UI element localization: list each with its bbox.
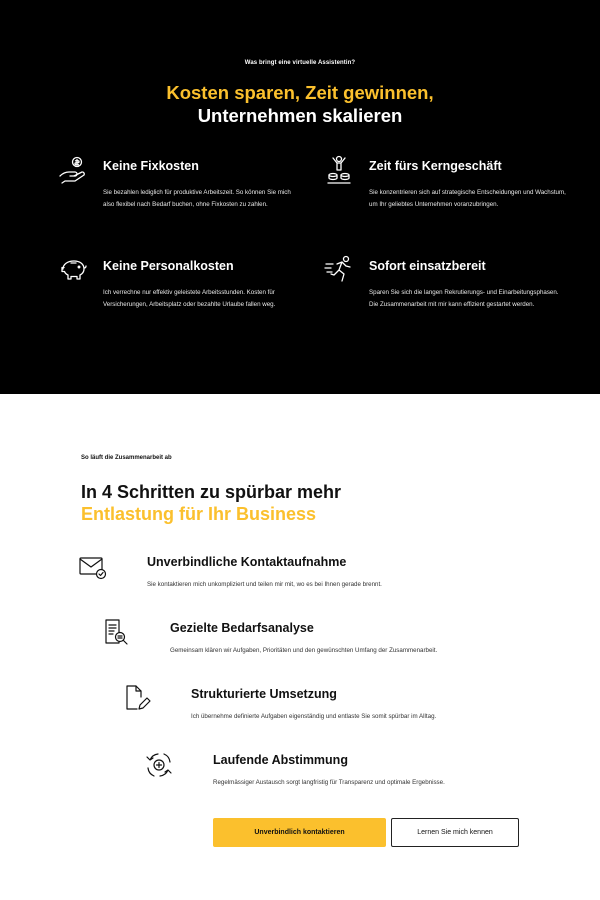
benefits-title: [0, 81, 600, 127]
benefit-text: Sie konzentrieren sich auf strategische Entscheidungen und Wachstum, um Ihr geliebtes Unternehmen voranzubringen.: [369, 189, 566, 209]
step-title: Strukturierte Umsetzung: [191, 687, 337, 701]
benefits-section: [0, 0, 600, 394]
document-pen-icon: [121, 683, 153, 715]
piggy-bank-icon: [57, 254, 89, 286]
sync-plus-icon: [143, 749, 175, 781]
benefit-text: Sie bezahlen lediglich für produktive Arbeitszeit. So können Sie mich also flexibel nach Bedarf buchen, ohne Fixkosten zu zahlen.: [103, 189, 291, 209]
about-me-button[interactable]: Lernen Sie mich kennen: [391, 818, 519, 847]
document-search-icon: [100, 617, 132, 649]
benefits-title-highlight: Kosten sparen, Zeit gewinnen,: [166, 82, 434, 103]
step-text: Regelmässiger Austausch sorgt langfristig für Transparenz und optimale Ergebnisse.: [213, 779, 445, 786]
step-text: Gemeinsam klären wir Aufgaben, Prioritäten und den gewünschten Umfang der Zusammenarbeit.: [170, 647, 438, 654]
benefits-eyebrow: Was bringt eine virtuelle Assistentin?: [244, 60, 356, 66]
running-person-icon: [323, 254, 355, 286]
process-step-4: [213, 752, 445, 786]
benefit-item-personalkosten: [103, 258, 303, 312]
process-step-3: [191, 686, 437, 720]
benefit-text: Sparen Sie sich die langen Rekrutierungs- und Einarbeitungsphasen. Die Zusammenarbeit mit mir kann effizient gestartet werden.: [369, 289, 559, 309]
hand-coin-icon: [57, 154, 89, 186]
step-text: Ich übernehme definierte Aufgaben eigenständig und entlaste Sie somit spürbar im Alltag.: [191, 713, 437, 720]
step-title: Gezielte Bedarfsanalyse: [170, 621, 314, 635]
benefit-title: Keine Fixkosten: [103, 159, 199, 173]
contact-button[interactable]: Unverbindlich kontaktieren: [213, 818, 386, 847]
process-step-1: [147, 554, 382, 588]
step-title: Unverbindliche Kontaktaufnahme: [147, 555, 347, 569]
person-coins-icon: [323, 154, 355, 186]
benefit-title: Keine Personalkosten: [103, 259, 234, 273]
process-title-highlight: Entlastung für Ihr Business: [81, 504, 317, 524]
benefit-item-einsatzbereit: [369, 258, 569, 312]
process-eyebrow: So läuft die Zusammenarbeit ab: [81, 455, 172, 461]
step-text: Sie kontaktieren mich unkompliziert und teilen mir mit, wo es bei Ihnen gerade brennt.: [147, 581, 382, 588]
process-title-main: In 4 Schritten zu spürbar mehr: [81, 482, 342, 502]
benefit-item-kerngeschaeft: [369, 158, 569, 212]
benefits-title-rest: Unternehmen skalieren: [197, 105, 403, 126]
process-step-2: [170, 620, 438, 654]
mail-check-icon: [77, 551, 109, 583]
process-title: [81, 481, 341, 525]
step-title: Laufende Abstimmung: [213, 753, 348, 767]
benefit-title: Zeit fürs Kerngeschäft: [369, 159, 502, 173]
benefit-text: Ich verrechne nur effektiv geleistete Arbeitsstunden. Kosten für Versicherungen, Arbeitsplatz oder bezahlte Urlaube fallen weg.: [103, 289, 276, 309]
benefit-item-fixkosten: [103, 158, 303, 212]
benefit-title: Sofort einsatzbereit: [369, 259, 486, 273]
